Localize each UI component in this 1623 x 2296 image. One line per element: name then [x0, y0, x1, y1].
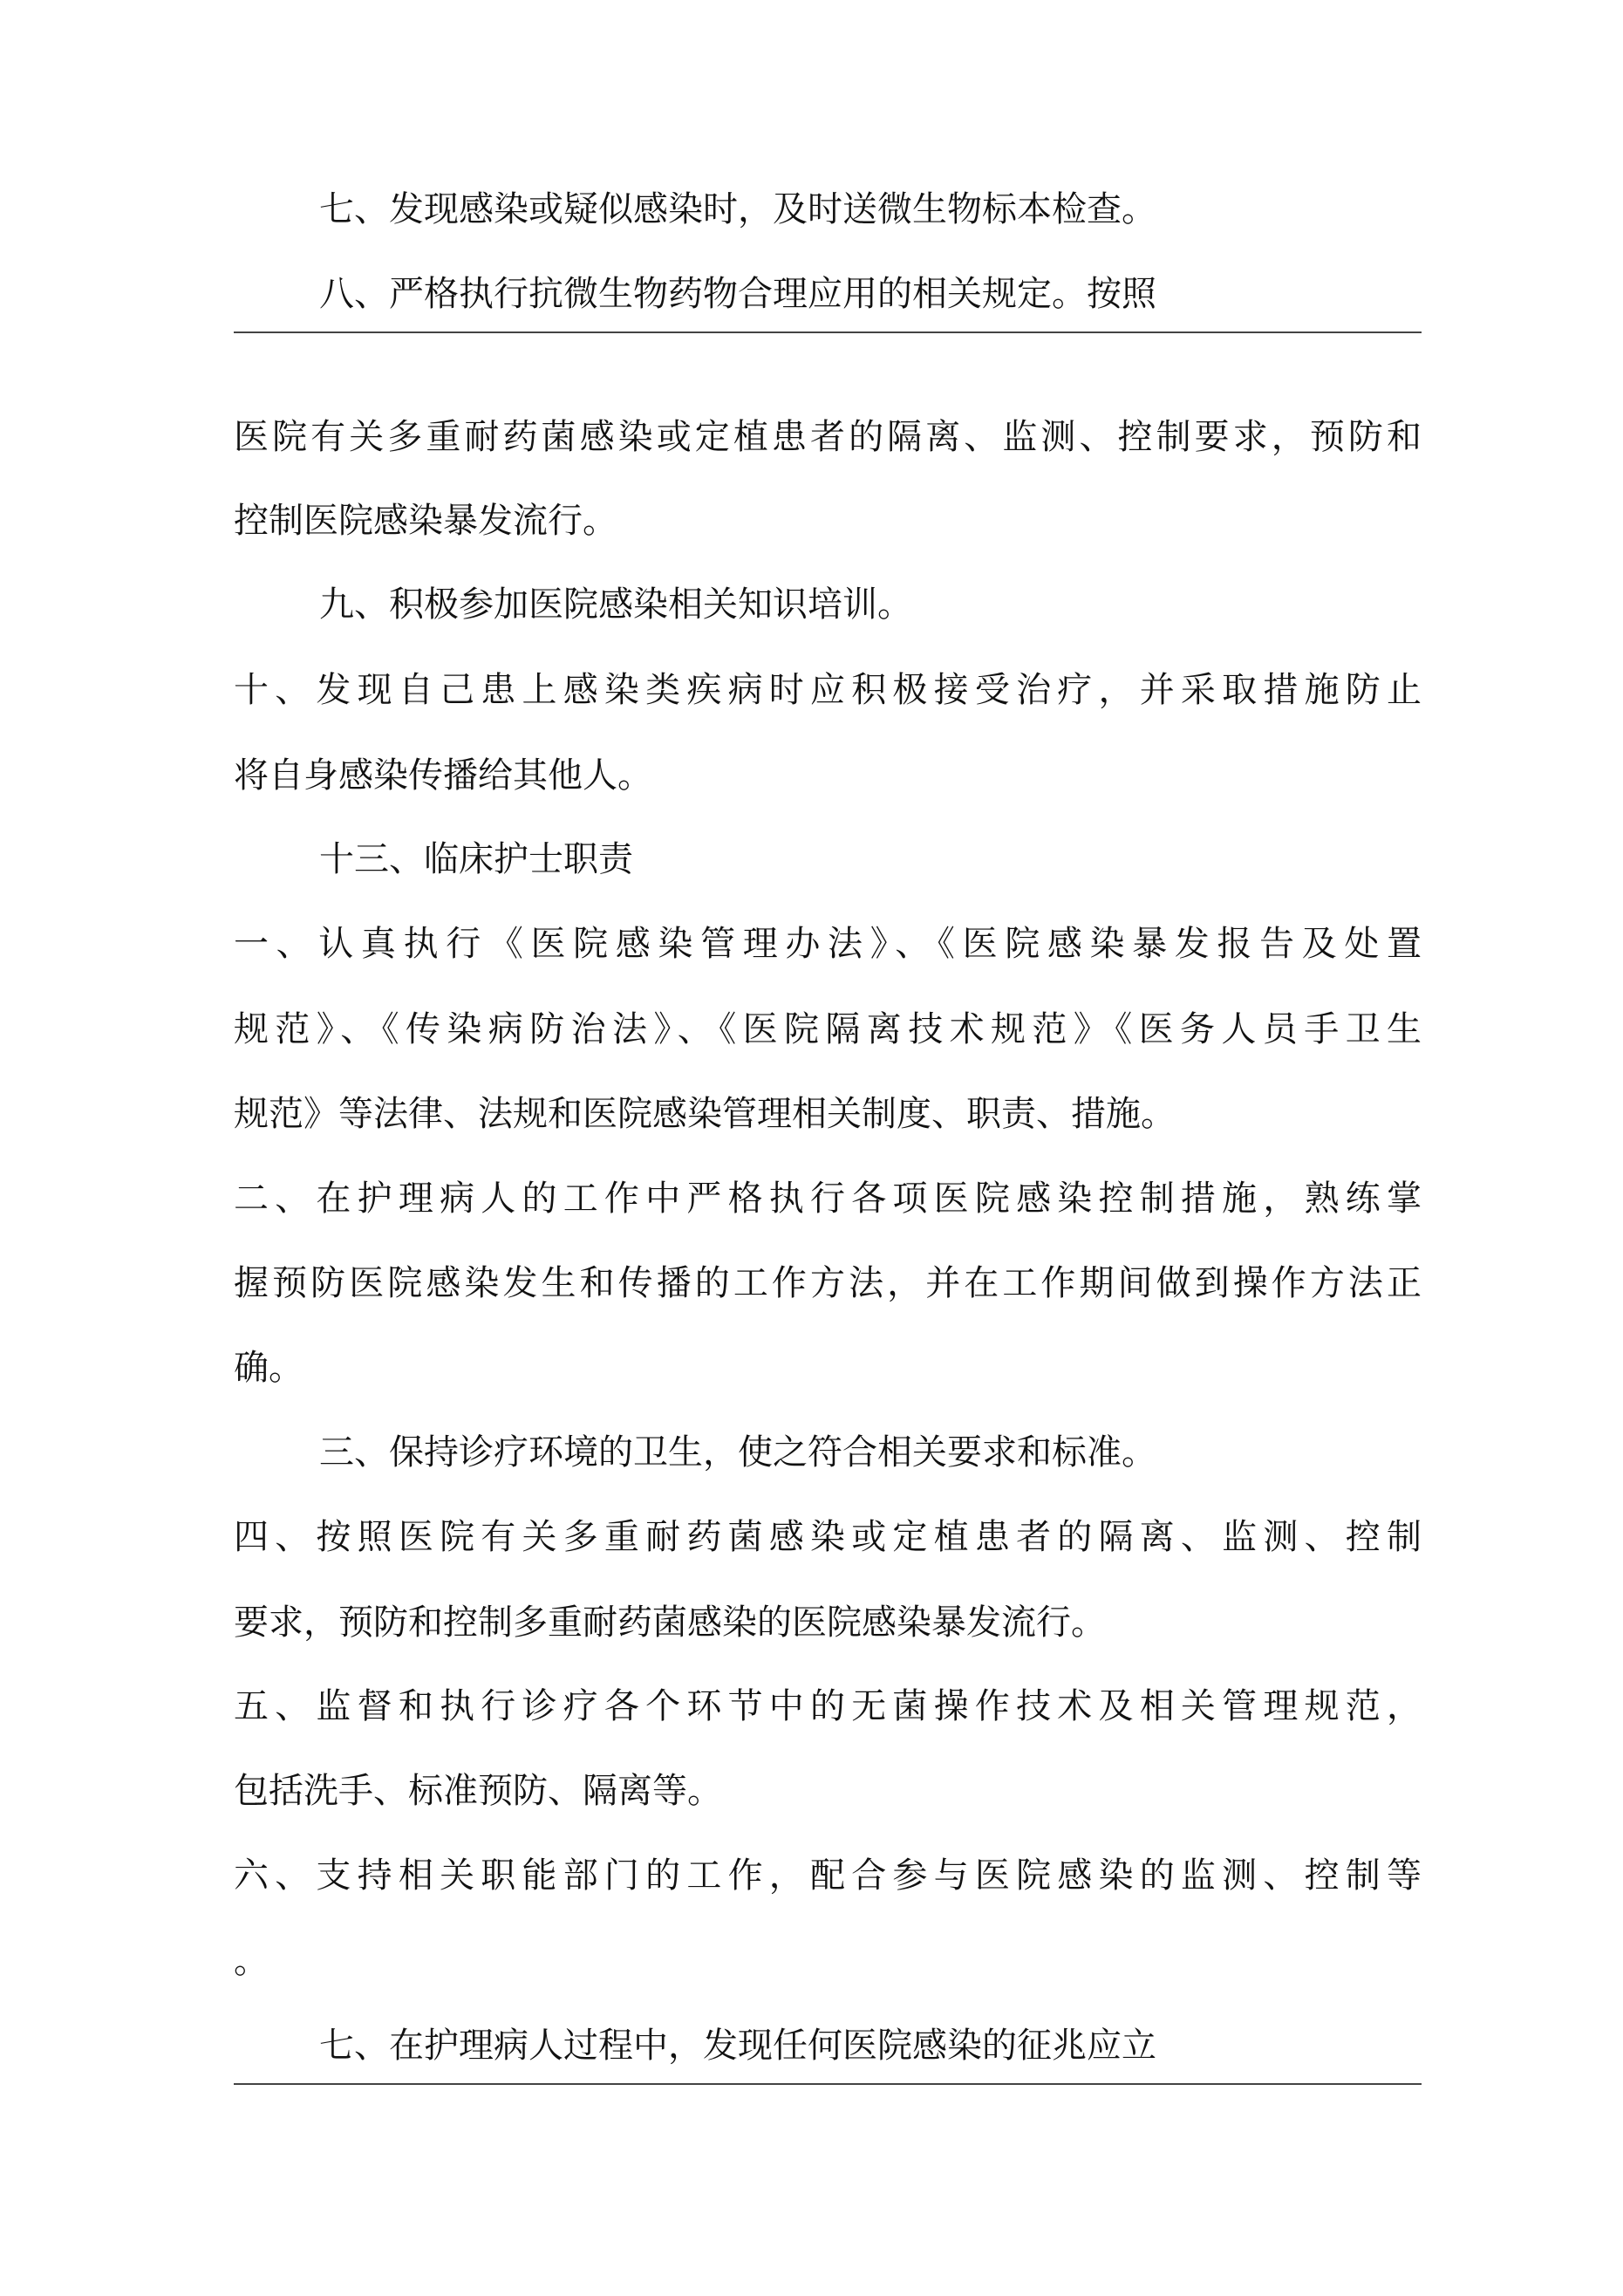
paragraph-line: 握预防医院感染发生和传播的工作方法，并在工作期间做到操作方法正: [234, 1263, 1422, 1303]
paragraph-line: 。: [234, 1941, 269, 1981]
paragraph-line: 十、发现自己患上感染类疾病时应积极接受治疗，并采取措施防止: [234, 670, 1422, 710]
paragraph-line: 包括洗手、标准预防、隔离等。: [234, 1771, 722, 1811]
paragraph-line: 二、在护理病人的工作中严格执行各项医院感染控制措施，熟练掌: [234, 1179, 1422, 1219]
paragraph-line: 八、严格执行抗微生物药物合理应用的相关规定。按照: [319, 274, 1156, 314]
paragraph-line: 七、在护理病人过程中，发现任何医院感染的征兆应立: [319, 2026, 1156, 2066]
paragraph-line: 将自身感染传播给其他人。: [234, 755, 652, 796]
paragraph-line: 医院有关多重耐药菌感染或定植患者的隔离、监测、控制要求，预防和: [234, 417, 1422, 457]
page-divider: [234, 2083, 1422, 2085]
paragraph-line: 控制医院感染暴发流行。: [234, 501, 617, 541]
paragraph-line: 三、保持诊疗环境的卫生，使之符合相关要求和标准。: [319, 1432, 1156, 1473]
paragraph-line: 要求，预防和控制多重耐药菌感染的医院感染暴发流行。: [234, 1602, 1106, 1643]
paragraph-line: 一、认真执行《医院感染管理办法》、《医院感染暴发报告及处置: [234, 924, 1422, 964]
paragraph-line: 规范》、《传染病防治法》、《医院隔离技术规范》《医务人员手卫生: [234, 1009, 1422, 1049]
paragraph-line: 确。: [234, 1348, 303, 1388]
paragraph-line: 规范》等法律、法规和医院感染管理相关制度、职责、措施。: [234, 1094, 1176, 1134]
paragraph-line: 四、按照医院有关多重耐药菌感染或定植患者的隔离、监测、控制: [234, 1517, 1422, 1557]
section-heading: 十三、临床护士职责: [319, 839, 633, 879]
paragraph-line: 五、监督和执行诊疗各个环节中的无菌操作技术及相关管理规范，: [234, 1686, 1422, 1726]
paragraph-line: 六、支持相关职能部门的工作，配合参与医院感染的监测、控制等: [234, 1855, 1422, 1896]
page-divider: [234, 331, 1422, 333]
paragraph-line: 七、发现感染或疑似感染时，及时送微生物标本检查。: [319, 189, 1156, 229]
paragraph-line: 九、积极参加医院感染相关知识培训。: [319, 584, 912, 625]
